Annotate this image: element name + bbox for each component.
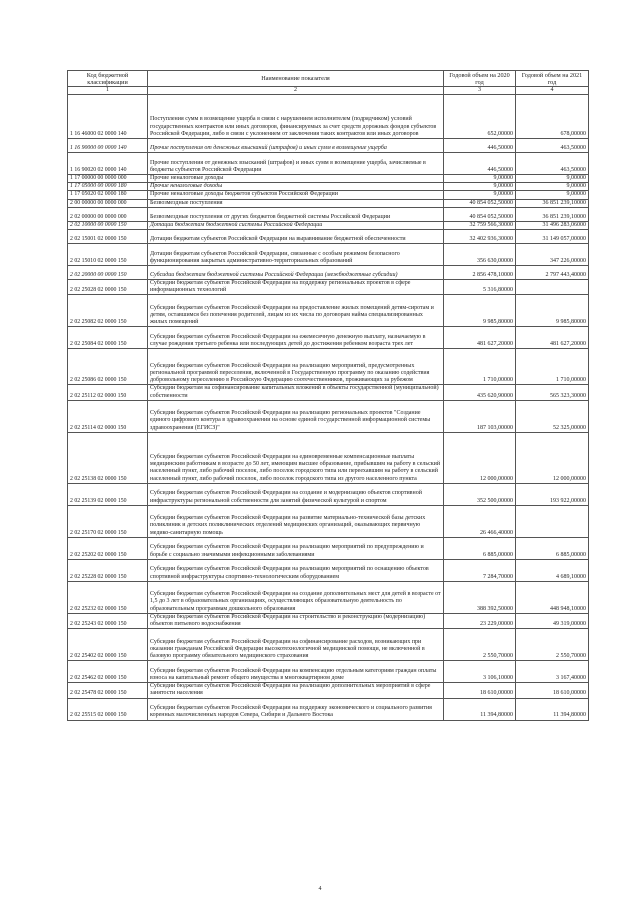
table-row [68, 432, 589, 483]
row-value-2020: 435 620,90000 [444, 385, 516, 400]
row-value-2020: 2 550,70000 [444, 629, 516, 661]
row-name: Прочие неналоговые доходы бюджетов субъектов Российской Федерации [148, 191, 444, 199]
row-value-2020: 11 394,80000 [444, 698, 516, 720]
table-header-row [68, 71, 589, 87]
table-body [68, 95, 589, 721]
row-value-2020: 40 854 052,50000 [444, 207, 516, 221]
row-name: Субсидии бюджетам субъектов Российской Федерации на ежемесячную денежную выплату, назначаемую в случае рождения третьего ребенка или последующих детей до достижения ребенком возраста трех лет [148, 327, 444, 349]
table-row [68, 581, 589, 613]
row-name: Субсидии бюджетам субъектов Российской Федерации на реализацию мероприятий по предупреждению и борьбе с социально значимыми инфекционными заболеваниями [148, 537, 444, 559]
table-row [68, 280, 589, 295]
table-row [68, 230, 589, 244]
column-number: 3 [444, 87, 516, 95]
row-name: Субсидии бюджетам на софинансирование капитальных вложений в объекты государственной (муниципальной) собственности [148, 385, 444, 400]
row-value-2020: 446,50000 [444, 139, 516, 153]
table-row [68, 95, 589, 139]
row-code: 2 02 25402 02 0000 150 [68, 629, 148, 661]
row-value-2020: 40 854 052,50000 [444, 199, 516, 207]
row-value-2021 [516, 280, 589, 295]
row-code: 2 02 15001 02 0000 150 [68, 230, 148, 244]
table-row [68, 295, 589, 327]
row-code: 2 00 00000 00 0000 000 [68, 199, 148, 207]
row-code: 1 17 05020 02 0000 180 [68, 191, 148, 199]
row-value-2020: 446,50000 [444, 153, 516, 175]
header-2021: Годовой объем на 2021 год [516, 71, 589, 87]
row-value-2021: 2 550,70000 [516, 629, 589, 661]
table-row [68, 183, 589, 191]
row-name: Субсидии бюджетам субъектов Российской Федерации на поддержку экономического и социального развития коренных малочисленных народов Севера, Сибири и Дальнего Востока [148, 698, 444, 720]
row-name: Субсидии бюджетам бюджетной системы Российской Федерации (межбюджетные субсидии) [148, 266, 444, 280]
row-code: 2 02 20000 00 0000 150 [68, 266, 148, 280]
row-value-2020: 481 627,20000 [444, 327, 516, 349]
page-number: 4 [318, 886, 322, 892]
row-value-2021: 9,00000 [516, 183, 589, 191]
row-name: Субсидии бюджетам субъектов Российской Федерации на строительство и реконструкцию (модернизацию) объектов питьевого водоснабжения [148, 613, 444, 628]
row-value-2021: 9,00000 [516, 175, 589, 183]
table-row [68, 613, 589, 628]
row-code: 2 02 25114 02 0000 150 [68, 400, 148, 432]
row-value-2021: 2 797 443,40000 [516, 266, 589, 280]
row-name: Субсидии бюджетам субъектов Российской Федерации на предоставление жилых помещений детям-сиротам и детям, оставшимся без попечения родителей, лицам из их числа по договорам найма специализированных жилых помещений [148, 295, 444, 327]
row-value-2021: 3 167,40000 [516, 661, 589, 683]
column-number-row [68, 87, 589, 95]
row-code: 2 02 25170 02 0000 150 [68, 505, 148, 537]
row-value-2021: 11 394,80000 [516, 698, 589, 720]
row-name: Дотации бюджетам субъектов Российской Федерации, связанные с особым режимом безопасного функционирования закрытых административно-территориальных образований [148, 244, 444, 266]
row-value-2020: 187 103,00000 [444, 400, 516, 432]
row-code: 2 02 10000 00 0000 150 [68, 221, 148, 229]
row-value-2021: 481 627,20000 [516, 327, 589, 349]
row-value-2020: 388 392,50000 [444, 581, 516, 613]
row-name: Прочие поступления от денежных взысканий (штрафов) и иных сумм в возмещение ущерба [148, 139, 444, 153]
row-value-2020: 23 229,00000 [444, 613, 516, 628]
row-value-2020: 32 759 566,30000 [444, 221, 516, 229]
row-value-2020: 18 610,00000 [444, 683, 516, 698]
row-name: Субсидии бюджетам субъектов Российской Федерации на софинансирование расходов, возникающих при оказании гражданам Российской Федерации высокотехнологичной медицинской помощи, не включенной в базовую программу обязательного медицинского страхования [148, 629, 444, 661]
row-name: Дотации бюджетам бюджетной системы Российской Федерации [148, 221, 444, 229]
row-code: 2 02 25028 02 0000 150 [68, 280, 148, 295]
row-name: Прочие неналоговые доходы [148, 183, 444, 191]
row-value-2020: 352 500,00000 [444, 483, 516, 505]
row-value-2021: 18 610,00000 [516, 683, 589, 698]
row-value-2021: 678,00000 [516, 95, 589, 139]
row-code: 2 02 25139 02 0000 150 [68, 483, 148, 505]
row-code: 2 02 25232 02 0000 150 [68, 581, 148, 613]
row-name: Субсидии бюджетам субъектов Российской Федерации на создание дополнительных мест для детей в возрасте от 1,5 до 3 лет в образовательных организациях, осуществляющих образовательную деятельность по образовательным программам дошкольного образования [148, 581, 444, 613]
row-code: 2 02 25478 02 0000 150 [68, 683, 148, 698]
row-code: 1 16 90020 02 0000 140 [68, 153, 148, 175]
row-value-2020: 12 000,00000 [444, 432, 516, 483]
header-2020: Годовой объем на 2020 год [444, 71, 516, 87]
row-name: Субсидии бюджетам субъектов Российской Федерации на реализацию мероприятий, предусмотренных региональной программой переселения, включенной в Государственную программу по оказанию содействия добровольному переселению в Российскую Федерацию соотечественников, проживающих за рубежом [148, 349, 444, 385]
row-code: 2 02 25084 02 0000 150 [68, 327, 148, 349]
row-value-2021: 36 851 239,10000 [516, 207, 589, 221]
row-name: Дотации бюджетам субъектов Российской Федерации на выравнивание бюджетной обеспеченности [148, 230, 444, 244]
table-row [68, 175, 589, 183]
row-value-2020: 6 885,00000 [444, 537, 516, 559]
row-value-2020: 26 466,40000 [444, 505, 516, 537]
row-name: Субсидии бюджетам субъектов Российской Федерации на поддержку региональных проектов в сфере информационных технологий [148, 280, 444, 295]
row-name: Субсидии бюджетам субъектов Российской Федерации на создание и модернизацию объектов спортивной инфраструктуры региональной собственности для занятий физической культурой и спортом [148, 483, 444, 505]
row-code: 2 02 25082 02 0000 150 [68, 295, 148, 327]
row-value-2021: 31 496 283,06000 [516, 221, 589, 229]
row-value-2021: 565 323,30000 [516, 385, 589, 400]
row-code: 2 02 25228 02 0000 150 [68, 559, 148, 581]
table-row [68, 191, 589, 199]
row-value-2020: 9,00000 [444, 175, 516, 183]
row-code: 1 17 05000 00 0000 180 [68, 183, 148, 191]
row-value-2021: 9 985,80000 [516, 295, 589, 327]
row-value-2020: 652,00000 [444, 95, 516, 139]
table-row [68, 698, 589, 720]
row-code: 2 02 25202 02 0000 150 [68, 537, 148, 559]
row-value-2021: 9,00000 [516, 191, 589, 199]
row-name: Субсидии бюджетам субъектов Российской Федерации на компенсацию отдельным категориям граждан оплаты взноса на капитальный ремонт общего имущества в многоквартирном доме [148, 661, 444, 683]
table-row [68, 483, 589, 505]
row-value-2021: 49 319,00000 [516, 613, 589, 628]
row-code: 1 16 90000 00 0000 140 [68, 139, 148, 153]
row-value-2020: 9,00000 [444, 183, 516, 191]
row-code: 2 02 25515 02 0000 150 [68, 698, 148, 720]
row-value-2021: 1 710,00000 [516, 349, 589, 385]
table-row [68, 327, 589, 349]
column-number: 1 [68, 87, 148, 95]
row-value-2021: 463,50000 [516, 139, 589, 153]
row-name: Безвозмездные поступления от других бюджетов бюджетной системы Российской Федерации [148, 207, 444, 221]
row-code: 1 17 00000 00 0000 000 [68, 175, 148, 183]
column-number: 4 [516, 87, 589, 95]
row-code: 2 02 25462 02 0000 150 [68, 661, 148, 683]
row-value-2021: 347 226,00000 [516, 244, 589, 266]
row-name: Прочие неналоговые доходы [148, 175, 444, 183]
row-value-2021: 12 000,00000 [516, 432, 589, 483]
row-name: Субсидии бюджетам субъектов Российской Федерации на развитие материально-технической базы детских поликлиник и детских поликлинических отделений медицинских организаций, оказывающих первичную медико-санитарную помощь [148, 505, 444, 537]
budget-table [67, 70, 589, 721]
row-code: 2 02 25243 02 0000 150 [68, 613, 148, 628]
table-row [68, 244, 589, 266]
row-name: Безвозмездные поступления [148, 199, 444, 207]
row-value-2021: 6 885,00000 [516, 537, 589, 559]
row-value-2020: 9,00000 [444, 191, 516, 199]
table-row [68, 505, 589, 537]
table-row [68, 537, 589, 559]
row-value-2021: 448 948,10000 [516, 581, 589, 613]
table-row [68, 683, 589, 698]
row-value-2020: 5 316,80000 [444, 280, 516, 295]
row-code: 2 02 00000 00 0000 000 [68, 207, 148, 221]
table-row [68, 207, 589, 221]
row-name: Субсидии бюджетам субъектов Российской Федерации на реализацию дополнительных мероприятий в сфере занятости населения [148, 683, 444, 698]
header-code: Код бюджетной классификации [68, 71, 148, 87]
table-row [68, 629, 589, 661]
table-row [68, 199, 589, 207]
row-value-2020: 32 402 936,30000 [444, 230, 516, 244]
row-value-2020: 7 284,70000 [444, 559, 516, 581]
row-value-2021: 31 149 057,00000 [516, 230, 589, 244]
table-row [68, 559, 589, 581]
row-code: 2 02 25086 02 0000 150 [68, 349, 148, 385]
row-value-2020: 3 106,10000 [444, 661, 516, 683]
table-row [68, 349, 589, 385]
table-row [68, 139, 589, 153]
row-code: 2 02 25112 02 0000 150 [68, 385, 148, 400]
row-value-2021: 4 689,10000 [516, 559, 589, 581]
table-row [68, 661, 589, 683]
row-value-2021: 193 922,00000 [516, 483, 589, 505]
row-value-2021: 36 851 239,10000 [516, 199, 589, 207]
table-row [68, 266, 589, 280]
row-code: 1 16 46000 02 0000 140 [68, 95, 148, 139]
row-name: Прочие поступления от денежных взысканий (штрафов) и иных сумм в возмещение ущерба, зачисляемые в бюджеты субъектов Российской Федерации [148, 153, 444, 175]
row-value-2021: 52 325,00000 [516, 400, 589, 432]
row-name: Субсидии бюджетам субъектов Российской Федерации на единовременные компенсационные выплаты медицинским работникам в возрасте до 50 лет, имеющим высшее образование, прибывшим на работу в сельский населенный пункт, либо рабочий поселок, либо поселок городского типа или переехавшим на работу в сельский населенный пункт, либо рабочий поселок, либо поселок городского типа из другого населенного пункта [148, 432, 444, 483]
row-name: Поступления сумм в возмещение ущерба в связи с нарушением исполнителем (подрядчиком) условий государственных контрактов или иных договоров, финансируемых за счет средств дорожных фондов субъектов Российской Федерации, либо в связи с уклонением от заключения таких контрактов или иных договоров [148, 95, 444, 139]
row-name: Субсидии бюджетам субъектов Российской Федерации на реализацию мероприятий по оснащению объектов спортивной инфраструктуры спортивно-технологическим оборудованием [148, 559, 444, 581]
table-row [68, 400, 589, 432]
row-value-2020: 1 710,00000 [444, 349, 516, 385]
column-number: 2 [148, 87, 444, 95]
row-code: 2 02 15010 02 0000 150 [68, 244, 148, 266]
table-row [68, 385, 589, 400]
row-value-2021 [516, 505, 589, 537]
row-value-2021: 463,50000 [516, 153, 589, 175]
row-value-2020: 356 630,00000 [444, 244, 516, 266]
row-value-2020: 2 856 478,10000 [444, 266, 516, 280]
row-value-2020: 9 985,80000 [444, 295, 516, 327]
table-row [68, 221, 589, 229]
row-code: 2 02 25138 02 0000 150 [68, 432, 148, 483]
row-name: Субсидии бюджетам субъектов Российской Федерации на реализацию региональных проектов "Создание единого цифрового контура в здравоохранении на основе единой государственной информационной системы здравоохранения (ЕГИСЗ)" [148, 400, 444, 432]
header-name: Наименование показателя [148, 71, 444, 87]
table-row [68, 153, 589, 175]
